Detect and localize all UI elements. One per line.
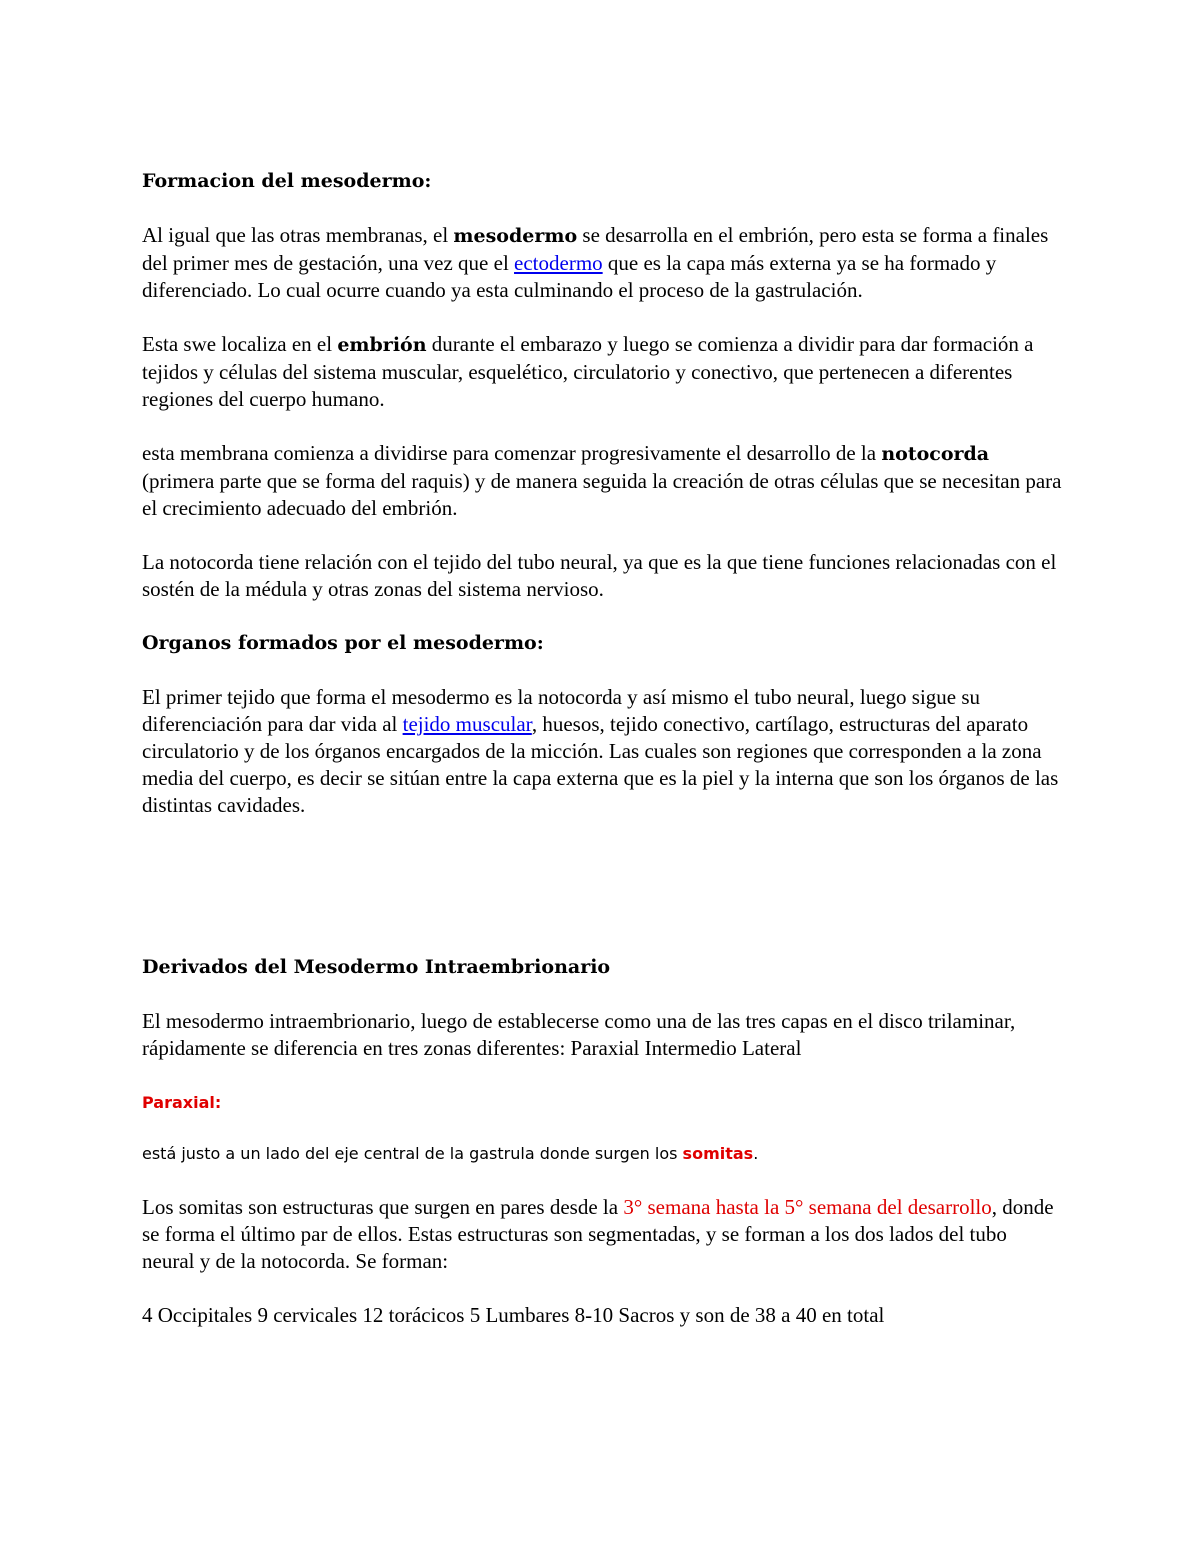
text-run: está justo a un lado del eje central de la gastrula donde surgen los [142, 1144, 683, 1163]
bold-term-embrion: embrión [337, 334, 427, 356]
link-tejido-muscular[interactable]: tejido muscular [402, 712, 532, 736]
paragraph-zonas: El mesodermo intraembrionario, luego de establecerse como una de las tres capas en el disco trilaminar, rápidamente se diferencia en tres zonas diferentes: Paraxial Intermedio Lateral [142, 1009, 1016, 1060]
paragraph-tubo-neural: La notocorda tiene relación con el tejido del tubo neural, ya que es la que tiene funciones relacionadas con el sostén de la médula y otras zonas del sistema nervioso. [142, 550, 1057, 601]
highlight-somitas: somitas [682, 1144, 754, 1163]
text-run: El primer tejido que forma el mesodermo es la notocorda y así mismo el tubo neural, luego sigue su diferenciación para dar vida al [142, 685, 981, 736]
text-run: . [753, 1144, 759, 1163]
paragraph-intro [142, 222, 1062, 304]
text-run: esta membrana comienza a dividirse para comenzar progresivamente el desarrollo de la [142, 441, 882, 465]
text-run: se desarrolla en el embrión, pero esta se forma a finales del primer mes de gestación, una vez que el [142, 223, 1049, 275]
highlight-semanas: 3° semana hasta la 5° semana del desarrollo [623, 1195, 992, 1219]
paragraph-paraxial [142, 1140, 1062, 1167]
text-run: , donde se forma el último par de ellos. Estas estructuras son segmentadas, y se forman a los dos lados del tubo neural y de la notocorda. Se forman: [142, 1195, 1054, 1273]
paragraph-embrion [142, 331, 1062, 413]
text-run: Al igual que las otras membranas, el [142, 223, 454, 247]
heading-derivados: Derivados del Mesodermo Intraembrionario [142, 956, 611, 978]
text-run: que es la capa más externa ya se ha formado y diferenciado. Lo cual ocurre cuando ya esta culminando el proceso de la gastrulación. [142, 251, 997, 302]
text-run: durante el embarazo y luego se comienza a dividir para dar formación a tejidos y células del sistema muscular, esquelético, circulatorio y conectivo, que pertenecen a diferentes regiones del cuerpo humano. [142, 332, 1034, 411]
heading-paraxial: Paraxial: [142, 1093, 222, 1112]
text-run: (primera parte que se forma del raquis) y de manera seguida la creación de otras células que se necesitan para el crecimiento adecuado del embrión. [142, 469, 1062, 520]
text-run: , huesos, tejido conectivo, cartílago, estructuras del aparato circulatorio y de los órganos encargados de la micción. Las cuales son regiones que corresponden a la zona media del cuerpo, es decir se sitúan entre la capa externa que es la piel y la interna que son los órganos de las distintas cavidades. [142, 712, 1059, 817]
heading-formacion-mesodermo: Formacion del mesodermo: [142, 170, 432, 192]
paragraph-notocorda [142, 440, 1062, 522]
text-run: Los somitas son estructuras que surgen en pares desde la [142, 1195, 624, 1219]
bold-term-mesodermo: mesodermo [453, 225, 578, 247]
text-run: Esta swe localiza en el [142, 332, 338, 356]
bold-term-notocorda: notocorda [881, 443, 990, 465]
paragraph-organos [142, 684, 1062, 819]
heading-organos-formados: Organos formados por el mesodermo: [142, 632, 544, 654]
paragraph-somitas [142, 1194, 1062, 1275]
link-ectodermo[interactable]: ectodermo [514, 251, 603, 275]
paragraph-conteo-somitas: 4 Occipitales 9 cervicales 12 torácicos 5 Lumbares 8-10 Sacros y son de 38 a 40 en total [142, 1303, 885, 1327]
document-page [142, 168, 1062, 1329]
